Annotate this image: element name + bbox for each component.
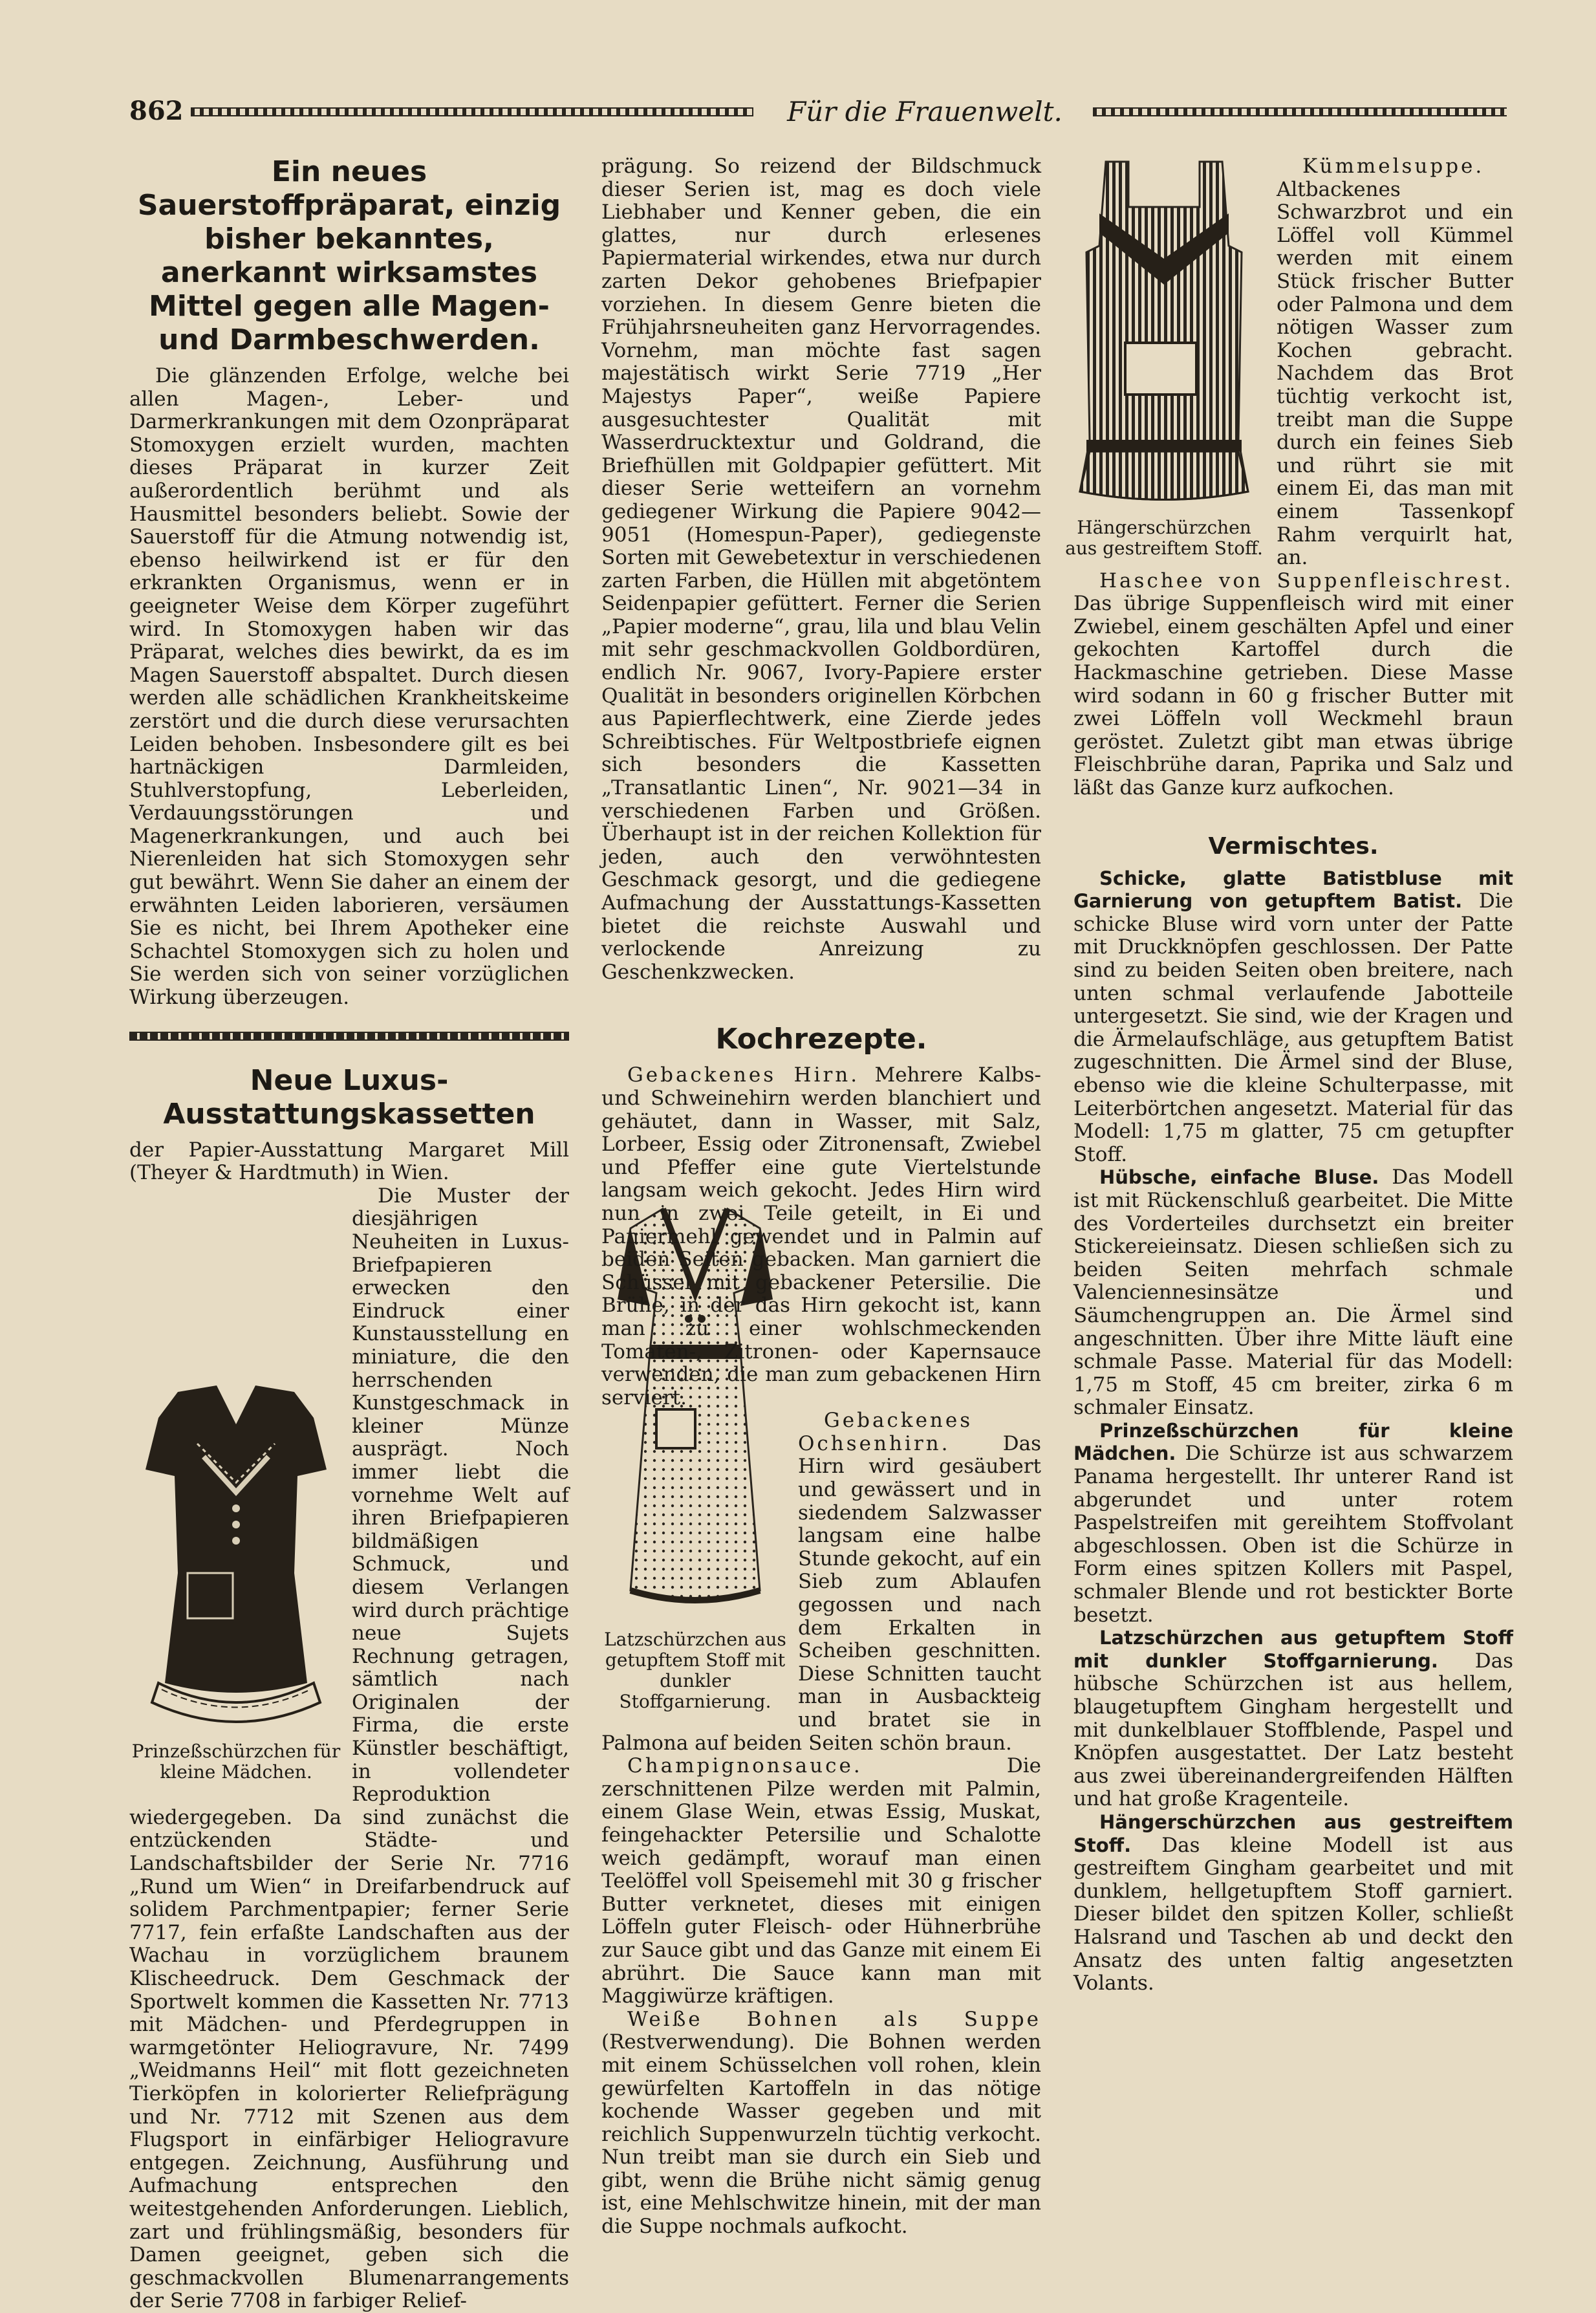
haschee-title: Haschee von Suppenfleischrest. xyxy=(1099,569,1513,592)
page-number: 862 xyxy=(129,96,184,126)
column-2 xyxy=(601,155,1041,2239)
champignon-body: Die zerschnittenen Pilze werden mit Palmin, einem Glase Wein, etwas Essig, Muskat, feingehackter Petersilie und Schalotte weich gedämpft, worauf man einen Teelöffel voll Speisemehl mit 30 g frischer Butter verknetet, dieses mit einigen Löffeln guter Fleisch- oder Hühnerbrühe zur Sauce gibt und das Ganze mit einem Ei abrührt. Die Sauce kann man mit Maggiwürze kräftigen. xyxy=(601,1754,1041,2008)
latz-body: Das hübsche Schürzchen ist aus hellem, blaugetupftem Gingham hergestellt und mit dunkelblauer Stoffblende, Paspel und Knöpfen ausgestattet. Der Latz besteht aus zwei übereinandergreifenden Hälften und hat große Kragenteile. xyxy=(1073,1649,1513,1811)
stomoxygen-body: Die glänzenden Erfolge, welche bei allen Magen-, Leber- und Darmerkrankungen mit dem Ozonpräparat Stomoxygen erzielt wurden, machten dieses Präparat in kurzer Zeit außerordentlich berühmt und als Hausmittel besonders beliebt. Sowie der Sauerstoff für die Atmung notwendig ist, ebenso heilwirkend ist er für den erkrankten Organismus, wenn er in geeigneter Weise dem Körper zugeführt wird. In Stomoxygen haben wir das Präparat, welches dies bewirkt, da es im Magen Sauerstoff abspaltet. Durch diesen werden alle schädlichen Krankheitskeime zerstört und die durch diese verursachten Leiden behoben. Insbesondere gilt es bei hartnäckigen Darmleiden, Stuhlverstopfung, Leberleiden, Verdauungsstörungen und Magenerkrankungen, und auch bei Nierenleiden hat sich Stomoxygen sehr gut bewährt. Wenn Sie daher an einem der erwähnten Leiden laborieren, versäumen Sie es nicht, bei Ihrem Apotheker eine Schachtel Stomoxygen sich zu holen und Sie werden sich von seiner vorzüglichen Wirkung überzeugen. xyxy=(129,364,569,1010)
haenger-figure-caption: Hängerschürzchen aus gestreiftem Stoff. xyxy=(1065,517,1263,559)
bohnen-title: Weiße Bohnen als Suppe xyxy=(627,2007,1041,2031)
bluse2-title: Hübsche, einfache Bluse. xyxy=(1099,1166,1379,1189)
page-header xyxy=(129,96,1507,135)
latz-figure-caption: Latzschürzchen aus getupftem Stoff mit dunkler Stoffgarnierung. xyxy=(604,1629,786,1713)
kuemmel-body: Altbackenes Schwarzbrot und ein Löffel voll Kümmel werden mit einem Stück frischer Butter oder Palmona und dem nötigen Wasser zum Kochen gebracht. Nachdem das Brot tüchtig verkocht ist, treibt man die Suppe durch ein feines Sieb und rührt sie mit einem Ei, das man mit einem Tassenkopf Rahm verquirlt hat, an. xyxy=(1277,177,1513,570)
haschee-body: Das übrige Suppenfleisch wird mit einer Zwiebel, einem geschälten Apfel und einer gekochten Kartoffel durch die Hackmaschine getrieben. Diese Masse wird sodann in 60 g frischer Butter mit zwei Löffeln voll Weckmehl braun geröstet. Zuletzt gibt man etwas übrige Fleischbrühe daran, Paprika und Salz und läßt das Ganze kurz aufkochen. xyxy=(1073,592,1513,800)
figure-prinzess-apron xyxy=(129,1379,343,1783)
column-3 xyxy=(1065,155,1514,1995)
hirn-title: Gebackenes Hirn. xyxy=(627,1063,860,1087)
kassetten-body-1: Die Muster der diesjährigen Neuheiten in Luxus-Briefpapieren erwecken den Eindruck einer Kunstausstellung en miniature, die den herrschenden Kunstgeschmack in kleiner Münze ausprägt. Noch immer liebt die vornehme Welt auf ihren Briefpapieren bildmäßigen Schmuck, und diesem Verlangen wird durch prächtige neue Sujets Rechnung getragen, sämtlich nach Originalen der Firma, die erste Künstler beschäftigt, in vollendeter Reproduktion wiedergegeben. Da sind zunächst die entzückenden Städte- und Landschaftsbilder der Serie Nr. 7716 „Rund um Wien“ in Dreifarbendruck auf solidem Parchmentpapier; ferner Serie 7717, fein erfaßte Landschaften aus der Wachau in vorzüglichem braunem Klischeedruck. Dem Geschmack der Sportwelt kommen die Kassetten Nr. 7713 mit Mädchen- und Pferdegruppen in warmgetönter Heliogravure, Nr. 7499 „Weidmanns Heil“ mit flott gezeichneten Tierköpfen in kolorierter Reliefprägung und Nr. 7712 mit Szenen aus dem Flugsport in einfärbiger Heliogravure entgegen. Zeichnung, Ausführung und Aufmachung entsprechen den weitestgehenden Anforderungen. Lieblich, zart und frühlingsmäßig, besonders für Damen geeignet, geben sich die geschmackvollen Blumenarrangements der Serie 7708 in farbiger Relief- xyxy=(129,1184,569,2313)
haenger-apron-illustration xyxy=(1067,155,1261,517)
bohnen-body: (Restverwendung). Die Bohnen werden mit einem Schüsselchen voll rohen, klein gewürfelten Kartoffeln in das nötige kochende Wasser gegeben und mit reichlich Suppenwurzeln tüchtig verkocht. Nun treibt man sie durch ein Sieb und gibt, wenn die Brühe nicht sämig genug ist, eine Mehlschwitze hinein, mit der man die Suppe nochmals aufkocht. xyxy=(601,2030,1041,2239)
kassetten-headline: Neue Luxus-Ausstattungskassetten xyxy=(163,1063,535,1131)
kuemmel-title: Kümmelsuppe. xyxy=(1302,155,1485,178)
haenger-body: Das kleine Modell ist aus gestreiftem Gingham gearbeitet und mit dunklem, hellgetupftem Stoff garniert. Dieser bildet den spitzen Koller, schließt Halsrand und Taschen ab und deckt den Ansatz des unten faltig angesetzten Volants. xyxy=(1073,1833,1513,1995)
prinzess-figure-caption: Prinzeßschürzchen für kleine Mädchen. xyxy=(131,1740,341,1783)
vermischtes-headline: Vermischtes. xyxy=(1208,832,1379,860)
prinzess-title: Prinzeßschürzchen für kleine Mädchen. xyxy=(1073,1419,1513,1465)
hirn-body: Mehrere Kalbs- und Schweinehirn werden blanchiert und gehäutet, dann in Wasser, mit Salz, Lorbeer, Essig oder Zitronensaft, Zwiebel und Pfeffer eine gute Viertelstunde langsam weich gekocht. Jedes Hirn wird nun in zwei Teile geteilt, in Ei und Paniermehl gewendet und in Palmin auf beiden Seiten gebacken. Man garniert die Schüssel mit gebackener Petersilie. Die Brühe, in der das Hirn gekocht ist, kann man zu einer wohlschmeckenden Tomaten-, Zitronen- oder Kapernsauce verwenden, die man zum gebackenen Hirn serviert. xyxy=(601,1063,1041,1409)
prinzess-apron-illustration xyxy=(133,1379,340,1741)
champignon-title: Champignonsauce. xyxy=(627,1754,863,1778)
kassetten-subtitle: der Papier-Ausstattung Margaret Mill (Theyer & Hardtmuth) in Wien. xyxy=(129,1138,569,1185)
figure-haenger-apron xyxy=(1061,155,1267,559)
bluse1-body: Die schicke Bluse wird vorn unter der Patte mit Druckknöpfen geschlossen. Der Patte sind zu beiden Seiten oben breitere, nach unten schmal verlaufende Jabotteile untergesetzt. Sie sind, wie der Kragen und die Ärmelaufschläge, aus getupftem Batist zugeschnitten. Die Ärmel sind der Bluse, ebenso wie die kleine Schulterpasse, mit Leiterbörtchen angesetzt. Material für das Modell: 1,75 m glatter, 75 cm getupfter Stoff. xyxy=(1073,889,1514,1166)
section-divider xyxy=(129,1032,569,1041)
column-1 xyxy=(129,155,569,2313)
bluse2-body: Das Modell ist mit Rückenschluß gearbeitet. Die Mitte des Vorderteiles durchsetzt ein breiter Stickereieinsatz. Diesen schließen sich zu beiden Seiten mehrfach schmale Valenciennesinsätze und Säumchengruppen an. Die Ärmel sind angeschnitten. Über ihre Mitte läuft eine schmale Passe. Material für das Modell: 1,75 m Stoff, 45 cm breiter, zirka 6 m schmaler Einsatz. xyxy=(1073,1166,1513,1420)
ochsenhirn-body: Das Hirn wird gesäubert und gewässert und in siedendem Salzwasser langsam eine halbe Stunde gekocht, auf ein Sieb zum Ablaufen gegossen und nach dem Erkalten in Scheiben geschnitten. Diese Schnitten taucht man in Ausbackteig und bratet sie in Palmona auf beiden Seiten schön braun. xyxy=(601,1431,1041,1755)
latz-title: Latzschürzchen aus getupftem Stoff mit dunkler Stoffgarnierung. xyxy=(1073,1627,1513,1672)
kassetten-body-2: prägung. So reizend der Bildschmuck dieser Serien ist, mag es doch viele Liebhaber und Kenner geben, die ein glattes, nur durch erlesenes Papiermaterial wirkendes, etwa nur durch zarten Dekor gehobenes Briefpapier vorziehen. In diesem Genre bieten die Frühjahrsneuheiten ganz Hervorragendes. Vornehm, man möchte fast sagen majestätisch wirkt Serie 7719 „Her Majestys Paper“, weiße Papiere ausgesuchtester Qualität mit Wasserdrucktextur und Goldrand, die Briefhüllen mit Goldpapier gefüttert. Mit dieser Serie wetteifern an vornehm gediegener Wirkung die Papiere 9042—9051 (Homespun-Paper), gediegenste Sorten mit Gewebetextur in verschiedenen zarten Farben, die Hüllen mit abgetöntem Seidenpapier gefüttert. Ferner die Serien „Papier moderne“, grau, lila und blau Velin mit sehr geschmackvollen Goldbordüren, endlich Nr. 9067, Ivory-Papiere erster Qualität in besonders originellen Körbchen aus Papierflechtwerk, eine Zierde jedes Schreibtisches. Für Weltpostbriefe eignen sich besonders die Kassetten „Transatlantic Linen“, Nr. 9021—34 in verschiedenen Farben und Größen. Überhaupt ist in der reichen Kollektion für jeden, auch den verwöhntesten Geschmack gesorgt, und die gediegene Aufmachung der Ausstattungs-Kassetten bietet die reichste Auswahl und verlockende Anreizung zu Geschenkzwecken. xyxy=(601,155,1041,984)
bluse1-title: Schicke, glatte Batistbluse mit Garnierung von getupftem Batist. xyxy=(1073,867,1513,913)
haenger-title: Hängerschürzchen aus gestreiftem Stoff. xyxy=(1073,1810,1513,1856)
ochsenhirn-title: Gebackenes Ochsenhirn. xyxy=(798,1409,973,1455)
header-ornament-right xyxy=(1093,107,1507,116)
kochrezepte-headline: Kochrezepte. xyxy=(715,1023,927,1056)
header-ornament-left xyxy=(191,107,753,116)
page-title: Für die Frauenwelt. xyxy=(787,96,1062,127)
prinzess-body: Die Schürze ist aus schwarzem Panama hergestellt. Ihr unterer Rand ist abgerundet und unter rotem Paspelstreifen mit gereihtem Stoffvolant abgeschlossen. Oben ist die Schürze in Form eines spitzen Kollers mit Paspel, schmaler Blende und rot bestickter Borte besetzt. xyxy=(1073,1442,1514,1627)
stomoxygen-headline: Ein neues Sauerstoffpräparat, einzig bisher bekanntes, anerkannt wirksamstes Mittel gegen alle Magen- und Darmbeschwerden. xyxy=(137,155,561,356)
